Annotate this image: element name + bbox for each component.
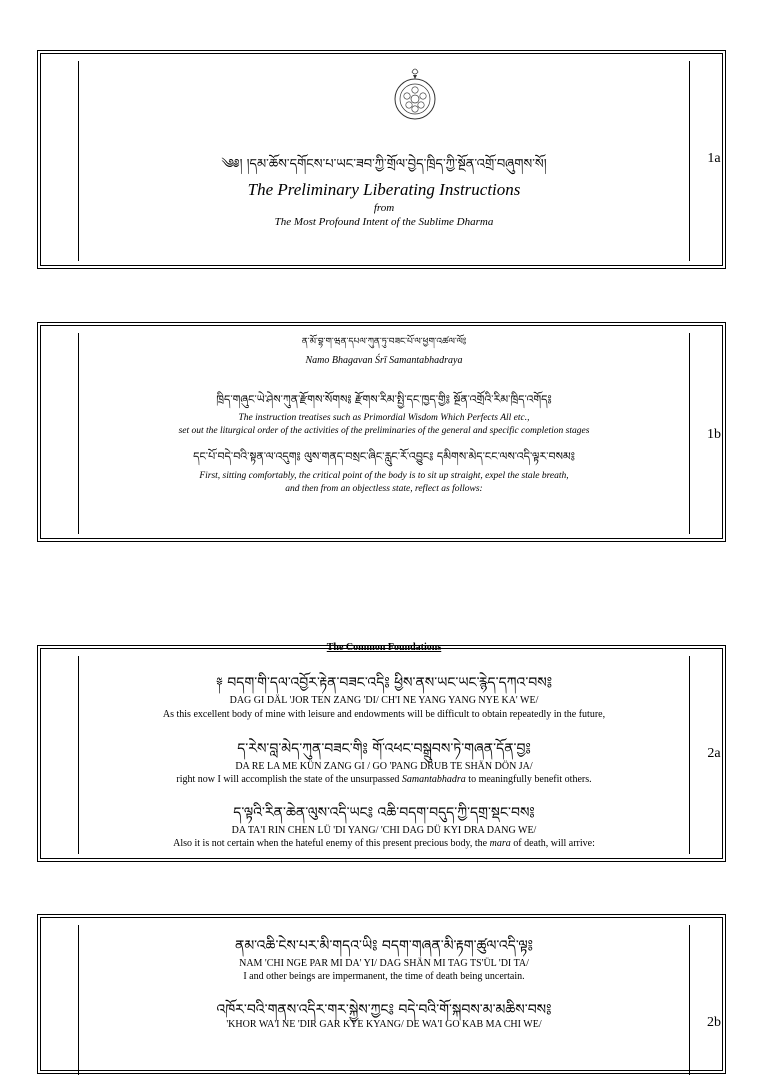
english-title: The Preliminary Liberating Instructions bbox=[247, 180, 521, 199]
tibetan-title: ༄༅། །དམ་ཆོས་དགོངས་པ་ཡང་ཟབ་ཀྱི་གྲོལ་བྱེད་ཁྲིད་ཀྱི་སྔོན་འགྲོ་བཞུགས་སོ། bbox=[221, 157, 547, 172]
verse-tibetan: ད་རེས་བླ་མེད་ཀུན་བཟང་གི༔ གོ་འཕང་བསྒྲུབས་ཏེ་གཞན་དོན་བྱ༔ bbox=[237, 741, 531, 757]
verse-tibetan: འཁོར་བའི་གནས་འདིར་གར་སྐྱེས་ཀྱང༔ བདེ་བའི་གོ་སྐབས་མ་མཆིས་བས༔ bbox=[216, 1002, 552, 1018]
folio-content bbox=[80, 915, 688, 1073]
right-rule bbox=[689, 333, 690, 534]
from-label: from bbox=[373, 202, 395, 214]
verse-tibetan: དང་པོ་བདེ་བའི་སྟན་ལ་འདུག༔ ལུས་གནད་བསྲང་ཞིང་རླུང་རོ་འབྱུང༔ དམིགས་མེད་ངང་ལས་འདི་ལྟར་བསམ༔ bbox=[193, 450, 575, 463]
verse-english: and then from an objectless state, reflect as follows: bbox=[285, 484, 483, 494]
verse-phonetic: DA RE LA ME KÜN ZANG GI / GO 'PANG DRUB TE SHÄN DÖN JA/ bbox=[235, 761, 533, 772]
folio-content bbox=[80, 642, 688, 861]
page-number: 1a bbox=[707, 151, 721, 166]
verse-tibetan: ད་ལྟའི་རིན་ཆེན་ལུས་འདི་ཡང༔ འཆི་བདག་བདུད་ཀྱི་དགྲ་སྡང་བས༔ bbox=[233, 805, 535, 821]
verse-phonetic: NAM 'CHI NGE PAR MI DA' YI/ DAG SHÄN MI TAG TS'ÜL 'DI TA/ bbox=[239, 958, 529, 969]
folio-1a bbox=[37, 50, 726, 269]
page-number: 2b bbox=[707, 1015, 721, 1030]
page-number: 2a bbox=[707, 746, 721, 761]
seal-emblem-icon bbox=[392, 63, 438, 123]
left-rule bbox=[78, 61, 79, 261]
left-rule bbox=[78, 925, 79, 1075]
page-number: 1b bbox=[707, 427, 721, 442]
folio-2a bbox=[37, 642, 726, 862]
english-subtitle: The Most Profound Intent of the Sublime Dharma bbox=[274, 216, 494, 228]
verse-tibetan: ནམ་འཆི་ངེས་པར་མི་གདའ་ཡི༔ བདག་གཞན་མི་རྟག་ཚུལ་འདི་ལྟ༔ bbox=[234, 938, 533, 954]
folio-content bbox=[80, 323, 688, 541]
folio-content bbox=[80, 51, 688, 268]
verse-english: right now I will accomplish the state of the unsurpassed Samantabhadra to meaningfully benefit others. bbox=[176, 774, 592, 785]
verse-english: The instruction treatises such as Primordial Wisdom Which Perfects All etc., bbox=[238, 413, 530, 423]
verse-phonetic: DAG GI DÄL 'JOR TEN ZANG 'DI/ CH'I NE YANG YANG NYE KA' WE/ bbox=[229, 695, 539, 706]
section-header: The Common Foundations bbox=[326, 642, 442, 653]
invocation-english: Namo Bhagavan Śrī Samantabhadraya bbox=[305, 355, 463, 366]
verse-tibetan: ཁྲིད་གཞུང་ཡེ་ཤེས་ཀུན་རྫོགས་སོགས༔ རྫོགས་རིམ་སྤྱི་དང་ཁྱད་གྱི༔ སྔོན་འགྲོའི་རིམ་ཁྲིད་འགོད༔ bbox=[216, 393, 552, 406]
verse-english: I and other beings are impermanent, the time of death being uncertain. bbox=[243, 971, 525, 982]
folio-2b bbox=[37, 914, 726, 1074]
left-rule bbox=[78, 333, 79, 534]
verse-phonetic: DA TA'I RIN CHEN LÜ 'DI YANG/ 'CHI DAG DÜ KYI DRA DANG WE/ bbox=[231, 825, 537, 836]
verse-tibetan: ༈ བདག་གི་དལ་འབྱོར་རྟེན་བཟང་འདི༔ ཕྱིས་ནས་ཡང་ཡང་རྙེད་དཀའ་བས༔ bbox=[215, 675, 553, 691]
right-rule bbox=[689, 656, 690, 854]
verse-english: As this excellent body of mine with leisure and endowments will be difficult to obtain repeatedly in the future, bbox=[162, 709, 606, 720]
folio-1b bbox=[37, 322, 726, 542]
left-rule bbox=[78, 656, 79, 854]
right-rule bbox=[689, 61, 690, 261]
verse-english: set out the liturgical order of the activities of the preliminaries of the general and specific completion stages bbox=[178, 426, 590, 436]
right-rule bbox=[689, 925, 690, 1075]
verse-english: First, sitting comfortably, the critical point of the body is to sit up straight, expel the stale breath, bbox=[199, 471, 569, 481]
verse-phonetic: 'KHOR WA'I NE 'DIR GAR KYE KYANG/ DE WA'I GO KAB MA CHI WE/ bbox=[226, 1019, 542, 1030]
invocation-tibetan: ན་མོ་བྷ་ག་ཝན་དཔལ་ཀུན་ཏུ་བཟང་པོ་ལ་ཕྱག་འཚལ་ལོ༔ bbox=[301, 337, 467, 347]
verse-english: Also it is not certain when the hateful enemy of this present precious body, the mara of death, will arrive: bbox=[173, 838, 595, 849]
